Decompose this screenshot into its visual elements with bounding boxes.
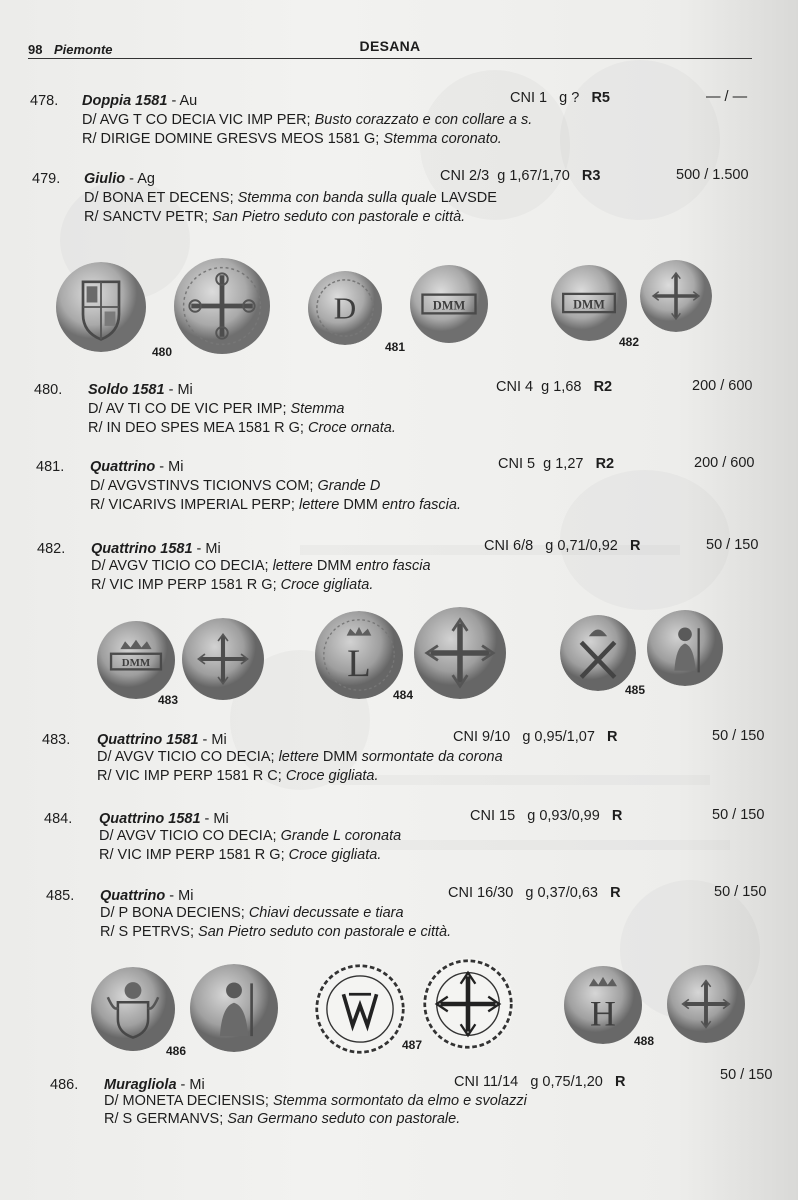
reverse-line [91, 576, 373, 595]
reverse-desc: Croce gigliata. [288, 847, 382, 863]
cni-ref: CNI 5 [498, 456, 536, 472]
reverse-desc: San Germano seduto con pastorale. [227, 1111, 461, 1127]
obverse-legend: D/ AV TI CO DE VIC PER IMP; [88, 401, 287, 417]
obverse-legend: D/ AVGVSTINVS TICIONVS COM; [90, 478, 314, 494]
obverse-desc: Stemma [290, 401, 345, 417]
section-name: Piemonte [54, 42, 113, 57]
reverse-line [82, 130, 502, 149]
coin-title: Soldo 1581 - Mi [88, 382, 193, 398]
coin-title: Quattrino 1581 - Mi [97, 732, 227, 748]
coin-reference [496, 378, 612, 397]
coin-photo-482-reverse [640, 260, 712, 332]
rarity: R [629, 538, 641, 554]
cni-ref: CNI 15 [470, 808, 516, 824]
entry-number: 483. [42, 732, 71, 748]
plate-number: 488 [634, 1034, 655, 1048]
obverse-desc-end: entro fascia [355, 558, 431, 574]
obverse-legend: D/ AVG T CO DECIA VIC IMP PER; [82, 112, 311, 128]
coin-weight: g 1,68 [541, 379, 582, 395]
coin-title: Quattrino 1581 - Mi [99, 811, 229, 827]
coin-metal: Ag [137, 171, 155, 187]
coin-name: Quattrino [100, 888, 166, 904]
coin-metal: Mi [177, 382, 193, 398]
obverse-legend: D/ MONETA DECIENSIS; [104, 1093, 269, 1109]
reverse-legend: R/ DIRIGE DOMINE GRESVS MEOS 1581 G; [82, 131, 380, 147]
estimate: 50 / 150 [714, 884, 767, 900]
obverse-line [97, 748, 503, 767]
entry-number: 479. [32, 171, 61, 187]
plate-number: 480 [152, 345, 173, 359]
coin-reference [454, 1073, 625, 1092]
coin-photo-487-reverse [422, 958, 514, 1050]
page-title: DESANA [359, 38, 421, 54]
cni-ref: CNI 1 [510, 90, 548, 106]
plate-number: 485 [625, 683, 646, 697]
coin-metal: Mi [168, 459, 184, 475]
rarity: R2 [595, 456, 615, 472]
coin-title: Doppia 1581 - Au [82, 93, 198, 109]
cni-ref: CNI 6/8 [484, 538, 534, 554]
coin-metal: Mi [213, 811, 229, 827]
coin-photo-487-obverse [314, 963, 406, 1055]
reverse-desc-letters: DMM [343, 497, 378, 513]
obverse-line [99, 827, 401, 846]
show-through [560, 60, 720, 220]
svg-text:L: L [347, 642, 371, 686]
obverse-legend: D/ AVGV TICIO CO DECIA; [91, 558, 269, 574]
reverse-desc: San Pietro seduto con pastorale e città. [212, 209, 466, 225]
cni-ref: CNI 16/30 [448, 885, 514, 901]
obverse-legend: D/ AVGV TICIO CO DECIA; [99, 828, 277, 844]
coin-weight: g 1,27 [543, 456, 584, 472]
plate-number: 482 [619, 335, 640, 349]
reverse-legend: R/ S GERMANVS; [104, 1111, 224, 1127]
coin-reference [484, 537, 640, 556]
obverse-legend: D/ P BONA DECIENS; [100, 905, 245, 921]
estimate: 500 / 1.500 [676, 167, 749, 183]
coin-metal: Mi [189, 1077, 205, 1093]
plate-number: 484 [393, 688, 414, 702]
coin-photo-485-reverse [646, 610, 724, 686]
coin-reference [440, 167, 600, 186]
obverse-legend: D/ AVGV TICIO CO DECIA; [97, 749, 275, 765]
coin-photo-482-obverse [547, 265, 631, 341]
obverse-line [90, 477, 380, 496]
entry-number: 486. [50, 1077, 79, 1093]
obverse-desc: Grande D [317, 478, 381, 494]
show-through [360, 840, 730, 850]
reverse-line [100, 923, 451, 942]
reverse-line [88, 419, 396, 438]
reverse-legend: R/ VICARIVS IMPERIAL PERP; [90, 497, 295, 513]
coin-title: Muragliola - Mi [104, 1077, 205, 1093]
coin-photo-480-obverse [55, 262, 147, 352]
reverse-desc: Croce gigliata. [280, 577, 374, 593]
obverse-line [91, 557, 431, 576]
coin-name: Soldo 1581 [88, 382, 165, 398]
coin-name: Quattrino 1581 [91, 541, 193, 557]
reverse-line [104, 1110, 460, 1129]
coin-name: Giulio [84, 171, 126, 187]
estimate: 50 / 150 [720, 1067, 773, 1083]
coin-weight: g 0,37/0,63 [525, 885, 598, 901]
obverse-line [100, 904, 404, 923]
plate-number: 486 [166, 1044, 187, 1058]
obverse-line [88, 400, 345, 419]
coin-photo-488-reverse [665, 965, 747, 1043]
cni-ref: CNI 11/14 [454, 1074, 519, 1090]
coin-photo-483-obverse [90, 621, 182, 699]
svg-text:DMM: DMM [573, 297, 605, 312]
coin-photo-484-reverse [412, 607, 508, 699]
estimate: — / — [706, 89, 748, 105]
coin-name: Quattrino 1581 [99, 811, 201, 827]
rarity: R5 [591, 90, 610, 106]
coin-reference [453, 728, 617, 747]
coin-name: Muragliola [104, 1077, 177, 1093]
estimate: 50 / 150 [706, 537, 759, 553]
coin-photo-481-obverse [307, 271, 383, 345]
coin-reference [470, 807, 622, 826]
coin-weight: g 0,93/0,99 [527, 808, 600, 824]
coin-photo-484-obverse [313, 611, 405, 699]
coin-title: Quattrino - Mi [90, 459, 184, 475]
obverse-desc: lettere [272, 558, 313, 574]
coin-weight: g 0,95/1,07 [522, 729, 595, 745]
obverse-desc: Grande L coronata [280, 828, 402, 844]
obverse-desc-end: sormontate da corona [361, 749, 503, 765]
svg-text:DMM: DMM [121, 657, 151, 670]
coin-name: Quattrino [90, 459, 156, 475]
entry-number: 481. [36, 459, 65, 475]
coin-title: Quattrino - Mi [100, 888, 194, 904]
entry-number: 485. [46, 888, 75, 904]
reverse-desc: Stemma coronato. [383, 131, 502, 147]
reverse-desc: Croce ornata. [308, 420, 396, 436]
coin-name: Doppia 1581 [82, 93, 168, 109]
obverse-desc: Busto corazzato e con collare a s. [314, 112, 533, 128]
coin-photo-485-obverse [560, 615, 636, 691]
coin-photo-480-reverse [172, 258, 272, 354]
reverse-legend: R/ SANCTV PETR; [84, 209, 209, 225]
estimate: 50 / 150 [712, 807, 765, 823]
reverse-legend: R/ IN DEO SPES MEA 1581 R G; [88, 420, 304, 436]
rarity: R [614, 1074, 626, 1090]
page-header [28, 36, 752, 59]
entry-number: 482. [37, 541, 66, 557]
rarity: R [607, 729, 618, 745]
svg-text:DMM: DMM [432, 298, 466, 313]
estimate: 200 / 600 [692, 378, 753, 394]
coin-metal: Mi [205, 541, 221, 557]
rarity: R3 [581, 168, 601, 184]
coin-metal: Mi [178, 888, 194, 904]
entry-number: 484. [44, 811, 73, 827]
estimate: 50 / 150 [712, 728, 765, 744]
coin-photo-481-reverse [409, 265, 489, 343]
reverse-desc: San Pietro seduto con pastorale e città. [198, 924, 452, 940]
obverse-line [104, 1092, 527, 1111]
plate-number: 487 [402, 1038, 423, 1052]
reverse-legend: R/ VIC IMP PERP 1581 R G; [99, 847, 285, 863]
coin-reference [448, 884, 621, 903]
coin-photo-486-obverse [90, 967, 176, 1051]
show-through [330, 775, 710, 785]
reverse-line [84, 208, 465, 227]
reverse-line [99, 846, 381, 865]
entry-number: 478. [30, 93, 59, 109]
reverse-desc-end: entro fascia. [381, 497, 461, 513]
coin-photo-486-reverse [188, 964, 280, 1052]
plate-number: 483 [158, 693, 179, 707]
reverse-line [90, 496, 461, 515]
cni-ref: CNI 4 [496, 379, 534, 395]
obverse-legend: D/ BONA ET DECENS; [84, 190, 234, 206]
coin-title: Quattrino 1581 - Mi [91, 541, 221, 557]
svg-text:H: H [590, 993, 616, 1034]
reverse-legend: R/ VIC IMP PERP 1581 R G; [91, 577, 277, 593]
obverse-desc: Stemma con banda sulla quale [237, 190, 437, 206]
cni-ref: CNI 9/10 [453, 729, 511, 745]
obverse-line [82, 111, 532, 130]
obverse-desc-letters: DMM [322, 749, 358, 765]
coin-weight: g 1,67/1,70 [497, 168, 570, 184]
coin-weight: g ? [559, 90, 580, 106]
reverse-desc: lettere [298, 497, 340, 513]
coin-metal: Au [179, 93, 198, 109]
reverse-legend: R/ S PETRVS; [100, 924, 195, 940]
obverse-desc-letters: LAVSDE [440, 190, 497, 206]
entry-number: 480. [34, 382, 63, 398]
reverse-legend: R/ VIC IMP PERP 1581 R C; [97, 768, 282, 784]
coin-weight: g 0,71/0,92 [545, 538, 618, 554]
svg-text:D: D [333, 290, 357, 326]
rarity: R2 [593, 379, 613, 395]
page-number: 98 [28, 42, 43, 57]
coin-weight: g 0,75/1,20 [530, 1074, 603, 1090]
coin-photo-488-obverse [560, 966, 646, 1044]
obverse-desc: lettere [278, 749, 319, 765]
rarity: R [611, 808, 623, 824]
coin-name: Quattrino 1581 [97, 732, 199, 748]
obverse-desc: Chiavi decussate e tiara [248, 905, 404, 921]
coin-reference [498, 455, 614, 474]
plate-number: 481 [385, 340, 406, 354]
estimate: 200 / 600 [694, 455, 755, 471]
obverse-desc-letters: DMM [316, 558, 352, 574]
rarity: R [610, 885, 621, 901]
reverse-desc: Croce gigliata. [285, 768, 379, 784]
coin-photo-483-reverse [180, 618, 266, 700]
coin-metal: Mi [211, 732, 227, 748]
reverse-line [97, 767, 379, 786]
coin-reference [510, 89, 610, 108]
obverse-desc: Stemma sormontato da elmo e svolazzi [272, 1093, 527, 1109]
cni-ref: CNI 2/3 [440, 168, 490, 184]
obverse-line [84, 189, 497, 208]
coin-title: Giulio - Ag [84, 171, 155, 187]
